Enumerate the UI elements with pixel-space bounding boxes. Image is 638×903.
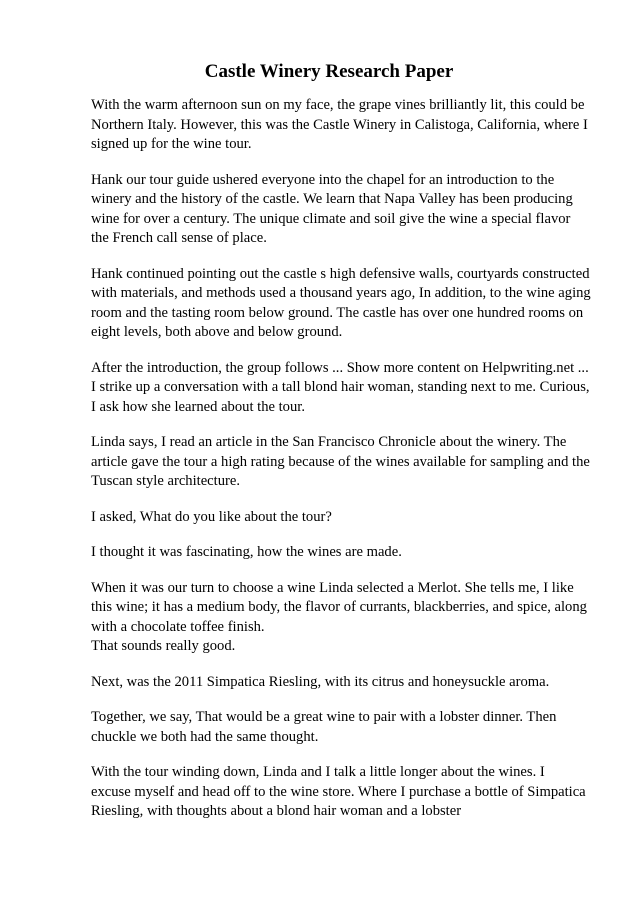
paragraph: When it was our turn to choose a wine Linda selected a Merlot. She tells me, I like this wine; it has a medium body, the flavor of currants, blackberries, and spice, along with a chocolate toffee finish. That sounds really good. bbox=[91, 579, 587, 654]
paragraph: With the tour winding down, Linda and I talk a little longer about the wines. I excuse myself and head off to the wine store. Where I purchase a bottle of Simpatica Riesling, with thoughts about a blond hair woman and a lobster bbox=[91, 764, 586, 819]
paragraph: Linda says, I read an article in the San Francisco Chronicle about the winery. The article gave the tour a high rating because of the wines available for sampling and the Tuscan style architecture. bbox=[91, 434, 590, 489]
paragraph: Next, was the 2011 Simpatica Riesling, with its citrus and honeysuckle aroma. bbox=[91, 673, 550, 690]
paragraph: Together, we say, That would be a great wine to pair with a lobster dinner. Then chuckle we both had the same thought. bbox=[91, 709, 557, 745]
paragraph: With the warm afternoon sun on my face, the grape vines brilliantly lit, this could be Northern Italy. However, this was the Castle Winery in Calistoga, California, where I signed up for the wine tour. bbox=[91, 97, 588, 152]
paragraph: I asked, What do you like about the tour? bbox=[91, 508, 332, 525]
paragraph: After the introduction, the group follows ... Show more content on Helpwriting.net ... I strike up a conversation with a tall blond hair woman, standing next to me. Curious, I ask how she learned about the tour. bbox=[91, 359, 590, 415]
paragraph: Hank continued pointing out the castle s high defensive walls, courtyards constructed with materials, and methods used a thousand years ago, In addition, to the wine aging room and the tasting room below ground. The castle has over one hundred rooms on eight levels, both above and below ground. bbox=[91, 265, 591, 340]
paragraph: Hank our tour guide ushered everyone into the chapel for an introduction to the winery and the history of the castle. We learn that Napa Valley has been producing wine for over a century. The unique climate and soil give the wine a special flavor the French call sense of place. bbox=[91, 171, 573, 246]
document-body bbox=[91, 96, 591, 838]
paragraph: I thought it was fascinating, how the wines are made. bbox=[91, 544, 402, 560]
document-title: Castle Winery Research Paper bbox=[204, 61, 454, 82]
